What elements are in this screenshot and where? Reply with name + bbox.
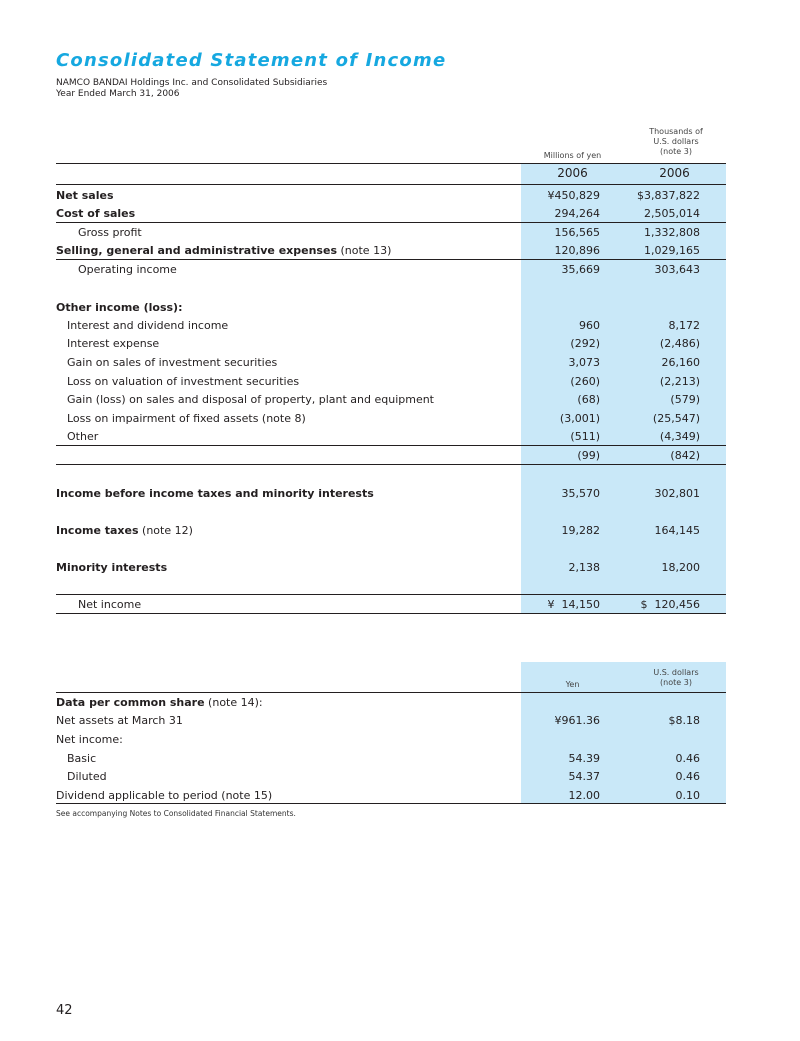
header-rule	[56, 163, 726, 164]
row-dividend: Dividend applicable to period (note 15) 12.00 0.10	[56, 789, 700, 802]
row-gain-loss-ppe: Gain (loss) on sales and disposal of property, plant and equipment (68) (579)	[67, 393, 700, 406]
page-number: 42	[56, 1003, 73, 1018]
company-name: NAMCO BANDAI Holdings Inc. and Consolidated Subsidiaries	[56, 78, 328, 88]
row-cost-of-sales: Cost of sales 294,264 2,505,014	[56, 207, 700, 220]
row-rule	[56, 613, 726, 614]
row-other-subtotal: (99) (842)	[577, 449, 700, 462]
row-gain-investment-securities: Gain on sales of investment securities 3,073 26,160	[67, 356, 700, 369]
fiscal-period: Year Ended March 31, 2006	[56, 89, 180, 99]
row-other: Other (511) (4,349)	[67, 430, 700, 443]
row-income-before-taxes: Income before income taxes and minority interests 35,570 302,801	[56, 487, 700, 500]
year-header-usd: 2006	[659, 166, 690, 180]
row-net-assets: Net assets at March 31 ¥961.36 $8.18	[56, 714, 700, 727]
year-rule	[56, 184, 726, 185]
row-minority-interests: Minority interests 2,138 18,200	[56, 561, 700, 574]
row-basic: Basic 54.39 0.46	[67, 752, 700, 765]
row-operating-income: Operating income 35,669 303,643	[78, 263, 700, 276]
column-header-usd: U.S. dollars (note 3)	[653, 668, 699, 687]
row-net-income-per-share: Net income:	[56, 733, 123, 746]
row-rule	[56, 464, 726, 465]
column-header-millions-yen: Millions of yen	[543, 151, 602, 160]
row-net-sales: Net sales ¥450,829 $3,837,822	[56, 189, 700, 202]
row-per-share-heading: Data per common share (note 14):	[56, 696, 263, 709]
row-net-income: Net income ¥ 14,150 $ 120,456	[78, 598, 700, 611]
page-title: Consolidated Statement of Income	[56, 50, 447, 71]
footnote: See accompanying Notes to Consolidated Financial Statements.	[56, 809, 296, 818]
row-rule	[56, 803, 726, 804]
row-diluted: Diluted 54.37 0.46	[67, 770, 700, 783]
row-interest-expense: Interest expense (292) (2,486)	[67, 337, 700, 350]
row-loss-valuation-securities: Loss on valuation of investment securities (260) (2,213)	[67, 375, 700, 388]
row-other-income-heading: Other income (loss):	[56, 301, 183, 314]
row-gross-profit: Gross profit 156,565 1,332,808	[78, 226, 700, 239]
column-header-yen: Yen	[565, 680, 580, 689]
column-header-usd-thousands: Thousands of U.S. dollars (note 3)	[649, 127, 703, 156]
row-interest-dividend-income: Interest and dividend income 960 8,172	[67, 319, 700, 332]
year-header-yen: 2006	[557, 166, 588, 180]
row-impairment-loss: Loss on impairment of fixed assets (note 8) (3,001) (25,547)	[67, 412, 700, 425]
row-income-taxes: Income taxes (note 12) 19,282 164,145	[56, 524, 700, 537]
row-sga-expenses: Selling, general and administrative expenses (note 13) 120,896 1,029,165	[56, 244, 700, 257]
